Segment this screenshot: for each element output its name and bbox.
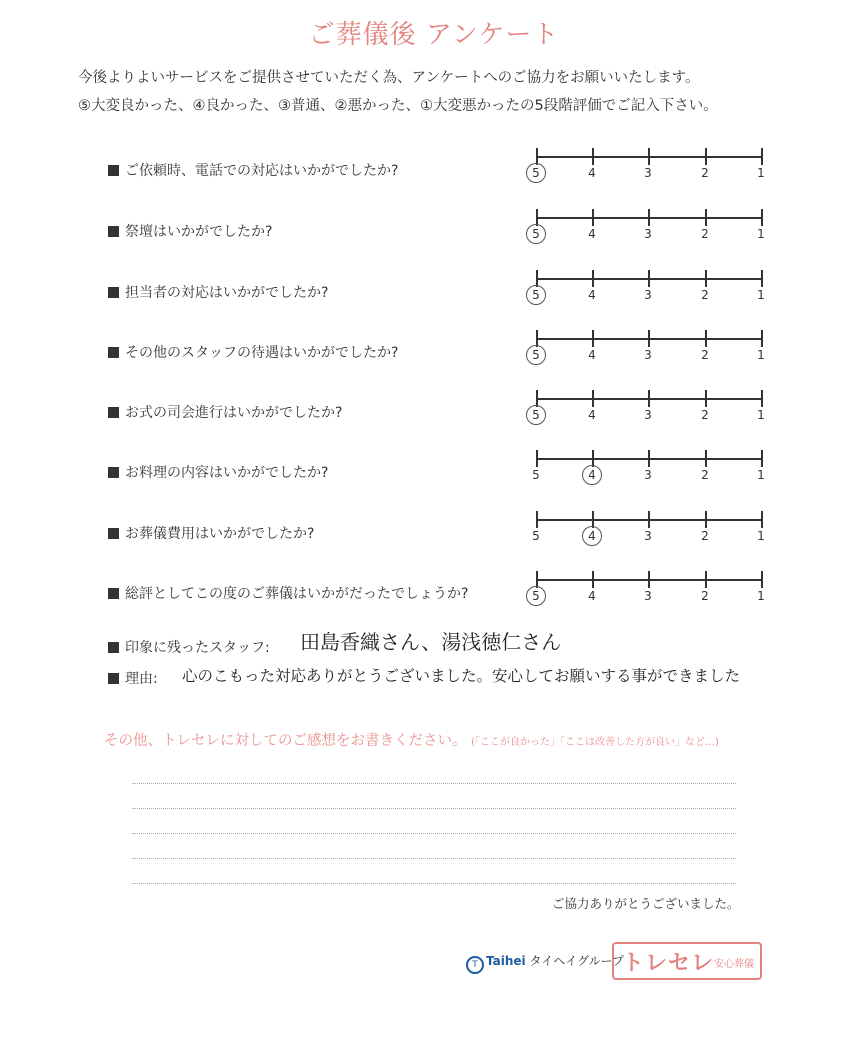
scale-label[interactable]: 2 <box>701 288 709 302</box>
scale-label[interactable]: 1 <box>757 408 765 422</box>
scale-label[interactable]: 1 <box>757 468 765 482</box>
question-text: 担当者の対応はいかがでしたか? <box>125 285 329 301</box>
bullet-square <box>108 642 119 653</box>
scale-tick <box>648 270 650 287</box>
scale-label[interactable]: 3 <box>644 589 652 603</box>
scale-label[interactable]: 1 <box>757 227 765 241</box>
rating-scale[interactable] <box>526 146 776 186</box>
selected-rating-circle <box>526 586 546 606</box>
scale-tick <box>705 330 707 347</box>
scale-label[interactable]: 1 <box>757 529 765 543</box>
taihei-name: Taihei <box>486 954 526 968</box>
scale-tick <box>592 148 594 165</box>
bullet-square <box>108 347 119 358</box>
taihei-logo <box>466 952 624 974</box>
scale-tick <box>761 511 763 528</box>
question-text: お料理の内容はいかがでしたか? <box>125 465 329 481</box>
group-name: タイヘイグループ <box>529 954 625 968</box>
scale-tick <box>648 330 650 347</box>
bullet-square <box>108 165 119 176</box>
scale-label[interactable]: 3 <box>644 408 652 422</box>
scale-label[interactable]: 3 <box>644 227 652 241</box>
reason-answer: 心のこもった対応ありがとうございました。安心してお願いする事ができました <box>182 667 741 685</box>
bullet-square <box>108 226 119 237</box>
staff-label-row <box>108 637 270 657</box>
scale-label[interactable]: 2 <box>701 408 709 422</box>
intro-line-2: ⑤大変良かった、④良かった、③普通、②悪かった、①大変悪かったの5段階評価でご記入下さい。 <box>78 98 718 114</box>
scale-tick <box>592 209 594 226</box>
scale-tick <box>705 450 707 467</box>
brand-sub: 安心葬儀 <box>714 959 754 970</box>
scale-label[interactable]: 2 <box>701 348 709 362</box>
scale-tick <box>761 330 763 347</box>
scale-label[interactable]: 3 <box>644 529 652 543</box>
question-text: お式の司会進行はいかがでしたか? <box>125 405 343 421</box>
scale-label[interactable]: 2 <box>701 468 709 482</box>
comment-line[interactable] <box>132 833 736 834</box>
scale-tick <box>761 148 763 165</box>
comments-hint: (「ここが良かった」「ここは改善した方が良い」など…) <box>471 737 719 748</box>
rating-scale[interactable] <box>526 509 776 549</box>
scale-tick <box>705 511 707 528</box>
scale-label[interactable]: 1 <box>757 348 765 362</box>
page-title: ご葬儀後 アンケート <box>308 20 560 50</box>
question-text: ご依頼時、電話での対応はいかがでしたか? <box>125 163 399 179</box>
scale-label[interactable]: 5 <box>532 529 540 543</box>
scale-tick <box>536 450 538 467</box>
question-row <box>108 402 342 422</box>
scale-tick <box>648 571 650 588</box>
comment-line[interactable] <box>132 808 736 809</box>
scale-label[interactable]: 4 <box>588 589 596 603</box>
scale-label[interactable]: 5 <box>532 166 540 180</box>
intro-line-1: 今後よりよいサービスをご提供させていただく為、アンケートへのご協力をお願いいたします。 <box>78 70 700 86</box>
rating-scale[interactable] <box>526 268 776 308</box>
comments-prompt-row <box>104 729 719 750</box>
scale-tick <box>705 148 707 165</box>
scale-label[interactable]: 4 <box>588 348 596 362</box>
scale-tick <box>648 148 650 165</box>
scale-label[interactable]: 2 <box>701 166 709 180</box>
scale-tick <box>592 390 594 407</box>
scale-label[interactable]: 4 <box>588 468 596 482</box>
scale-tick <box>705 390 707 407</box>
scale-tick <box>705 209 707 226</box>
question-text: お葬儀費用はいかがでしたか? <box>125 526 315 542</box>
question-row <box>108 462 328 482</box>
scale-label[interactable]: 3 <box>644 166 652 180</box>
rating-scale[interactable] <box>526 388 776 428</box>
scale-label[interactable]: 5 <box>532 589 540 603</box>
selected-rating-circle <box>526 285 546 305</box>
bullet-square <box>108 588 119 599</box>
comments-prompt: その他、トレセレに対してのご感想をお書きください。 <box>104 733 467 749</box>
question-row <box>108 523 314 543</box>
scale-tick <box>761 571 763 588</box>
scale-label[interactable]: 1 <box>757 166 765 180</box>
selected-rating-circle <box>526 224 546 244</box>
question-text: 祭壇はいかがでしたか? <box>125 224 273 240</box>
selected-rating-circle <box>582 526 602 546</box>
scale-tick <box>705 571 707 588</box>
scale-label[interactable]: 1 <box>757 589 765 603</box>
selected-rating-circle <box>526 345 546 365</box>
question-text: その他のスタッフの待遇はいかがでしたか? <box>125 345 399 361</box>
comment-line[interactable] <box>132 783 736 784</box>
scale-label[interactable]: 2 <box>701 589 709 603</box>
staff-answer: 田島香織さん、湯浅徳仁さん <box>300 630 562 654</box>
scale-label[interactable]: 5 <box>532 348 540 362</box>
scale-label[interactable]: 2 <box>701 529 709 543</box>
bullet-square <box>108 467 119 478</box>
scale-label[interactable]: 5 <box>532 288 540 302</box>
scale-label[interactable]: 4 <box>588 288 596 302</box>
rating-scale[interactable] <box>526 328 776 368</box>
question-row <box>108 583 468 603</box>
thanks-text: ご協力ありがとうございました。 <box>552 896 740 911</box>
question-row <box>108 160 398 180</box>
scale-tick <box>648 209 650 226</box>
rating-scale[interactable] <box>526 569 776 609</box>
question-text: 総評としてこの度のご葬儀はいかがだったでしょうか? <box>125 586 469 602</box>
scale-tick <box>761 390 763 407</box>
reason-label-row <box>108 668 158 688</box>
scale-label[interactable]: 2 <box>701 227 709 241</box>
scale-label[interactable]: 4 <box>588 166 596 180</box>
question-row <box>108 282 328 302</box>
scale-label[interactable]: 3 <box>644 288 652 302</box>
scale-label[interactable]: 4 <box>588 408 596 422</box>
scale-label[interactable]: 4 <box>588 227 596 241</box>
scale-tick <box>592 571 594 588</box>
scale-label[interactable]: 5 <box>532 468 540 482</box>
reason-label: 理由: <box>125 671 158 687</box>
scale-tick <box>592 270 594 287</box>
comment-line[interactable] <box>132 858 736 859</box>
toresere-logo <box>612 942 762 980</box>
scale-label[interactable]: 1 <box>757 288 765 302</box>
scale-tick <box>592 330 594 347</box>
scale-label[interactable]: 4 <box>588 529 596 543</box>
scale-label[interactable]: 3 <box>644 468 652 482</box>
scale-label[interactable]: 3 <box>644 348 652 362</box>
selected-rating-circle <box>526 405 546 425</box>
question-row <box>108 342 398 362</box>
bullet-square <box>108 287 119 298</box>
rating-scale[interactable] <box>526 207 776 247</box>
scale-tick <box>648 511 650 528</box>
rating-scale[interactable] <box>526 448 776 488</box>
bullet-square <box>108 407 119 418</box>
comment-line[interactable] <box>132 883 736 884</box>
bullet-square <box>108 673 119 684</box>
scale-tick <box>648 450 650 467</box>
staff-label: 印象に残ったスタッフ: <box>125 640 270 656</box>
scale-tick <box>648 390 650 407</box>
selected-rating-circle <box>582 465 602 485</box>
brand-name: トレセレ <box>622 951 715 976</box>
scale-tick <box>705 270 707 287</box>
selected-rating-circle <box>526 163 546 183</box>
scale-tick <box>761 209 763 226</box>
taihei-t-icon: T <box>466 956 484 974</box>
scale-tick <box>536 511 538 528</box>
scale-label[interactable]: 5 <box>532 408 540 422</box>
bullet-square <box>108 528 119 539</box>
scale-tick <box>761 270 763 287</box>
scale-tick <box>761 450 763 467</box>
scale-label[interactable]: 5 <box>532 227 540 241</box>
question-row <box>108 221 272 241</box>
